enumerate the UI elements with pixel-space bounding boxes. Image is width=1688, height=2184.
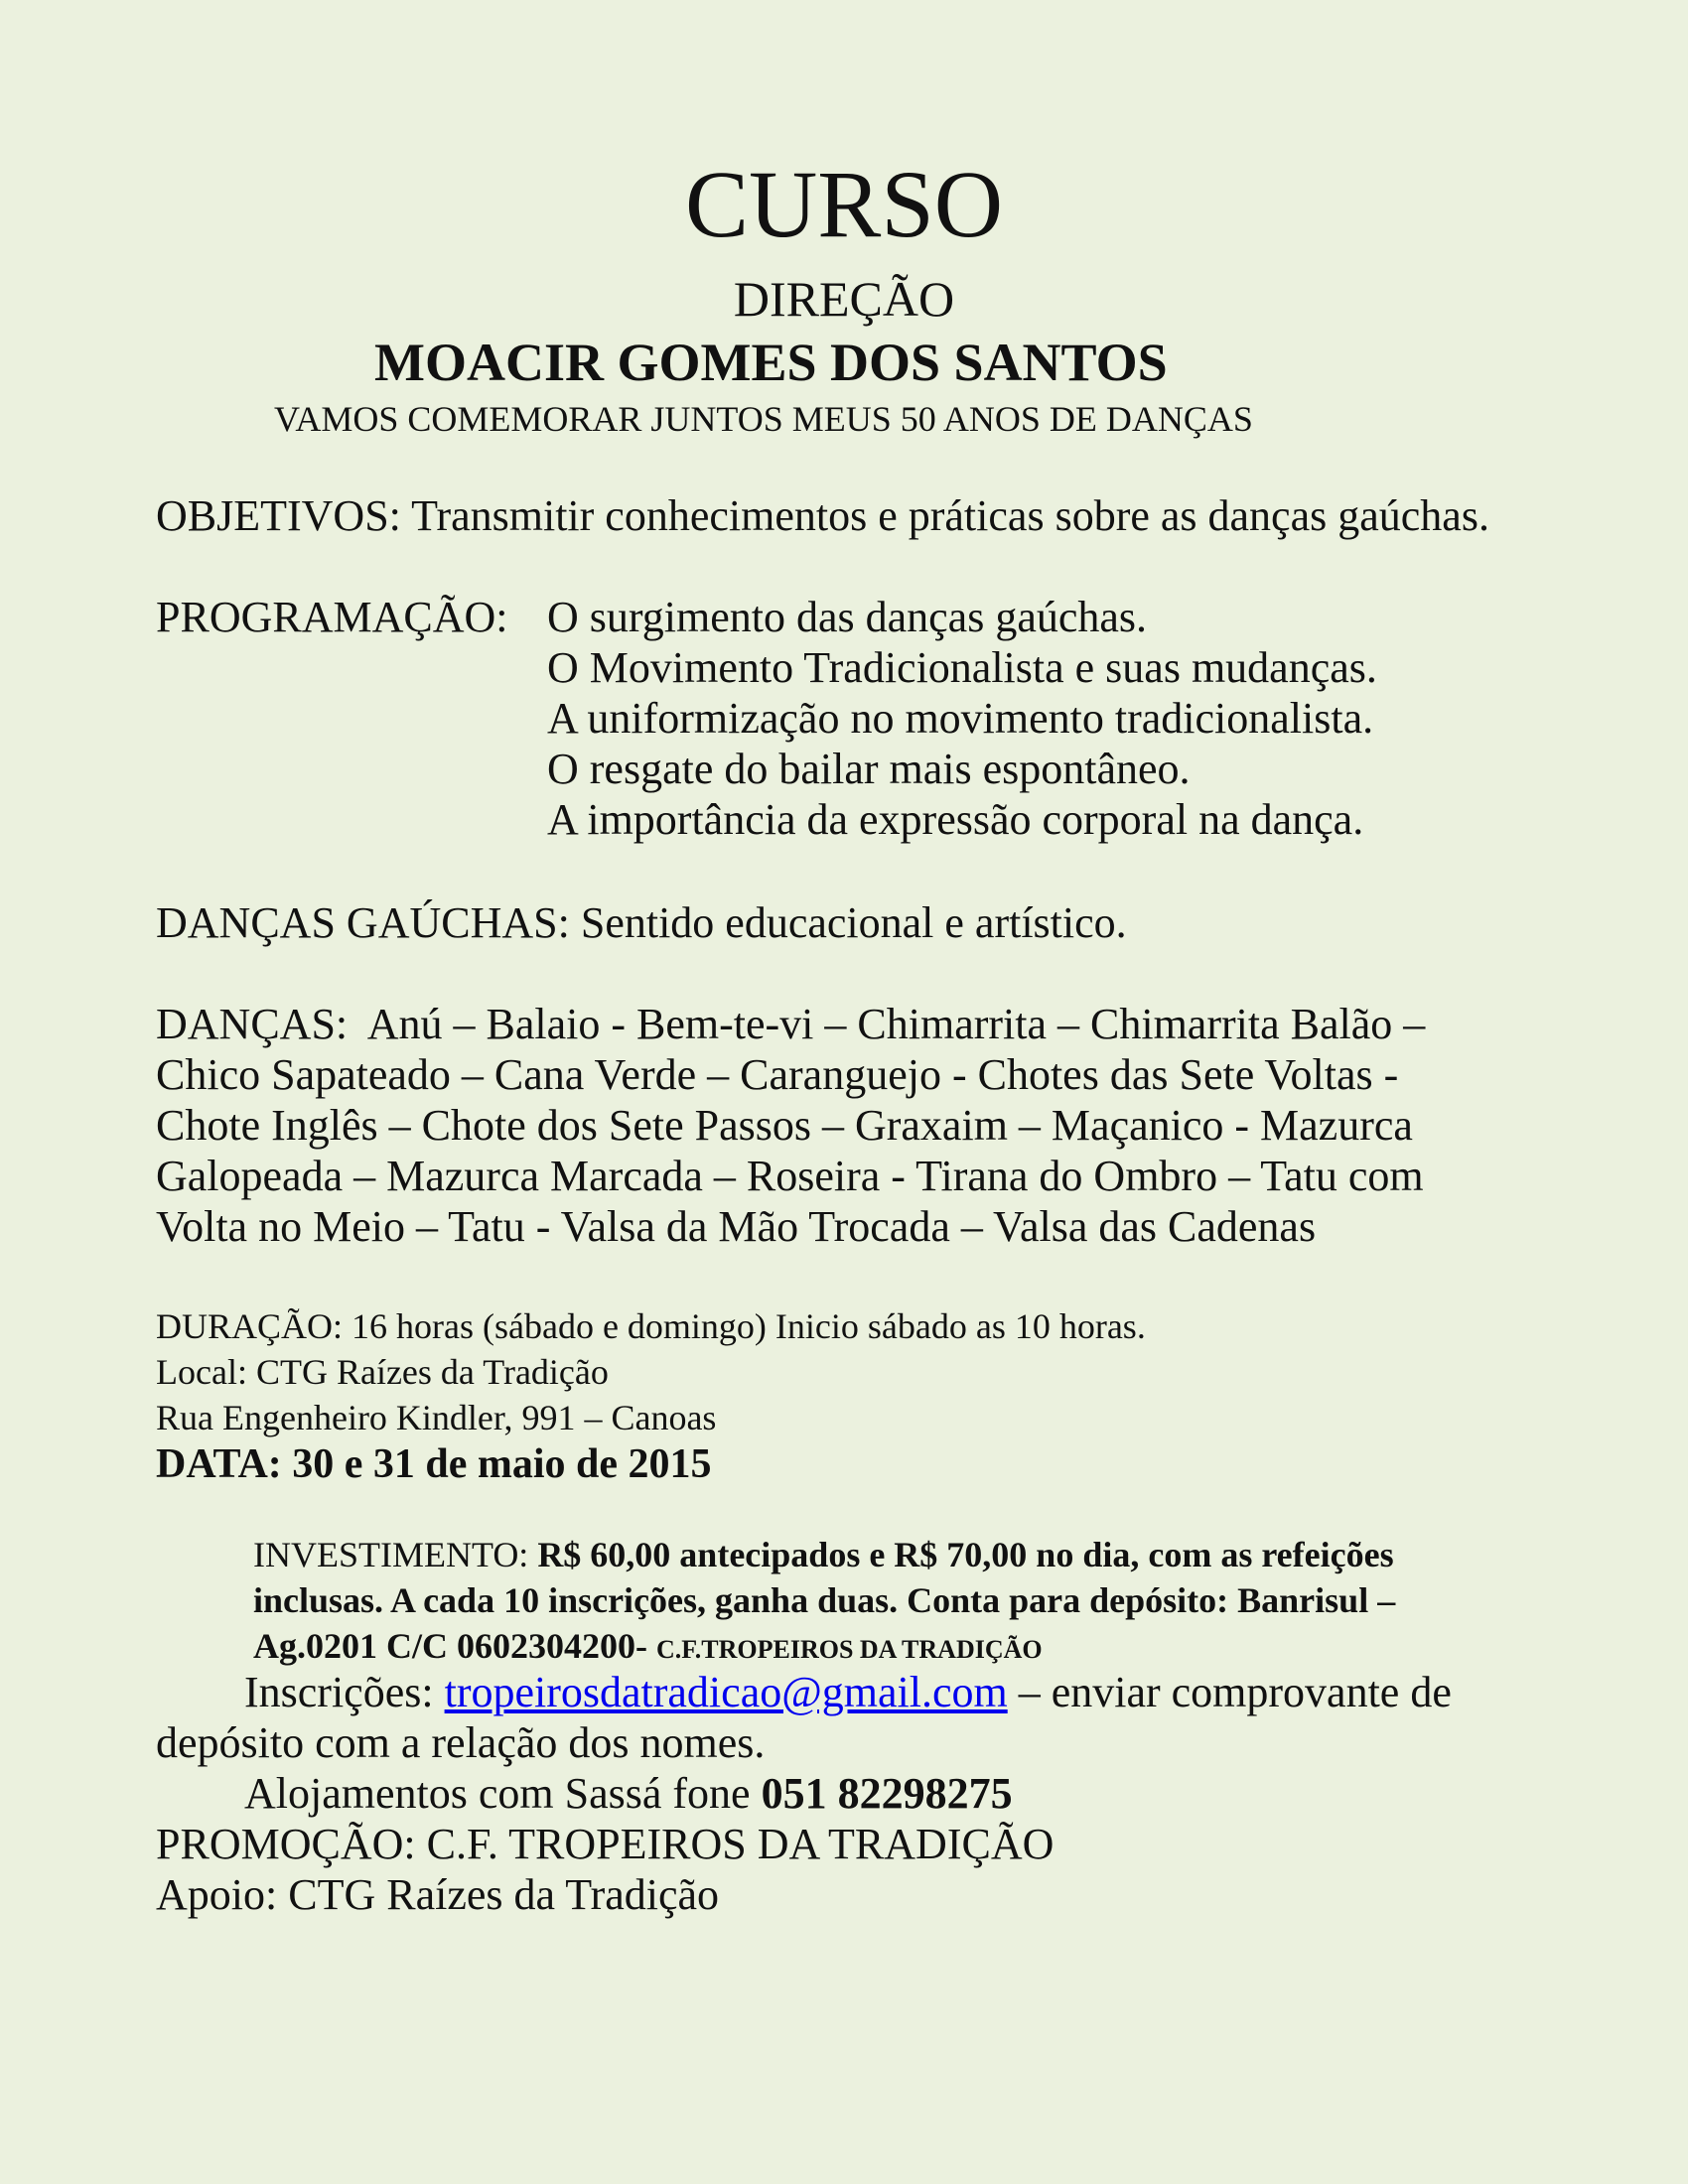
objectives-section	[156, 491, 1489, 540]
registration-instructions: – enviar comprovante de	[1018, 1668, 1452, 1716]
programming-item: A uniformização no movimento tradicionalista.	[547, 694, 1374, 743]
dances-line: Volta no Meio – Tatu - Valsa da Mão Trocada – Valsa das Cadenas	[156, 1202, 1317, 1251]
duration-text: DURAÇÃO: 16 horas (sábado e domingo) Inicio sábado as 10 horas.	[156, 1306, 1146, 1346]
dances-line: Galopeada – Mazurca Marcada – Roseira - Tirana do Ombro – Tatu com	[156, 1152, 1424, 1200]
lodging-text: Alojamentos com Sassá fone	[244, 1769, 751, 1818]
course-title: CURSO	[684, 151, 1004, 257]
programming-item: O surgimento das danças gaúchas.	[547, 593, 1148, 641]
objectives-label: OBJETIVOS:	[156, 491, 401, 540]
address-text: Rua Engenheiro Kindler, 991 – Canoas	[156, 1398, 717, 1437]
gaucho-dances-section	[156, 898, 1127, 947]
investment-line-1	[253, 1537, 1394, 1572]
registration-email-link[interactable]: tropeirosdatradicao@gmail.com	[444, 1668, 1008, 1716]
investment-label: INVESTIMENTO:	[253, 1535, 529, 1574]
registration-line-1	[244, 1668, 1452, 1716]
lodging-phone: 051 82298275	[761, 1769, 1013, 1818]
tagline: VAMOS COMEMORAR JUNTOS MEUS 50 ANOS DE DANÇAS	[274, 399, 1253, 439]
dances-label: DANÇAS:	[156, 1000, 349, 1048]
programming-item: O resgate do bailar mais espontâneo.	[547, 745, 1191, 793]
gaucho-dances-text: Sentido educacional e artístico.	[580, 898, 1127, 947]
objectives-text: Transmitir conhecimentos e práticas sobre as danças gaúchas.	[411, 491, 1489, 540]
programming-item: A importância da expressão corporal na dança.	[547, 795, 1364, 844]
promotion-text: PROMOÇÃO: C.F. TROPEIROS DA TRADIÇÃO	[156, 1820, 1055, 1868]
account-holder: C.F.TROPEIROS DA TRADIÇÃO	[655, 1635, 1043, 1664]
direction-label: DIREÇÃO	[733, 271, 955, 327]
lodging-line	[244, 1769, 1013, 1818]
dances-line: Chote Inglês – Chote dos Sete Passos – Graxaim – Maçanico - Mazurca	[156, 1101, 1413, 1150]
dances-list-text: Anú – Balaio - Bem-te-vi – Chimarrita – Chimarrita Balão –	[366, 1000, 1426, 1048]
gaucho-dances-label: DANÇAS GAÚCHAS:	[156, 898, 570, 947]
support-text: Apoio: CTG Raízes da Tradição	[156, 1870, 720, 1919]
dances-line: Chico Sapateado – Cana Verde – Caranguejo - Chotes das Sete Voltas -	[156, 1050, 1399, 1099]
programming-label: PROGRAMAÇÃO:	[156, 593, 508, 641]
registration-line-2: depósito com a relação dos nomes.	[156, 1718, 766, 1767]
location-text: Local: CTG Raízes da Tradição	[156, 1352, 609, 1392]
director-name: MOACIR GOMES DOS SANTOS	[374, 333, 1168, 392]
investment-prices: R$ 60,00 antecipados e R$ 70,00 no dia, com as refeições	[537, 1535, 1394, 1574]
investment-line-3	[253, 1628, 1043, 1664]
bank-account: Ag.0201 C/C 0602304200-	[253, 1626, 647, 1666]
investment-line-2: inclusas. A cada 10 inscrições, ganha duas. Conta para depósito: Banrisul –	[253, 1580, 1396, 1620]
event-date: DATA: 30 e 31 de maio de 2015	[156, 1441, 712, 1487]
registration-label: Inscrições:	[244, 1668, 434, 1716]
dances-line	[156, 1000, 1426, 1048]
programming-item: O Movimento Tradicionalista e suas mudanças.	[547, 643, 1377, 692]
